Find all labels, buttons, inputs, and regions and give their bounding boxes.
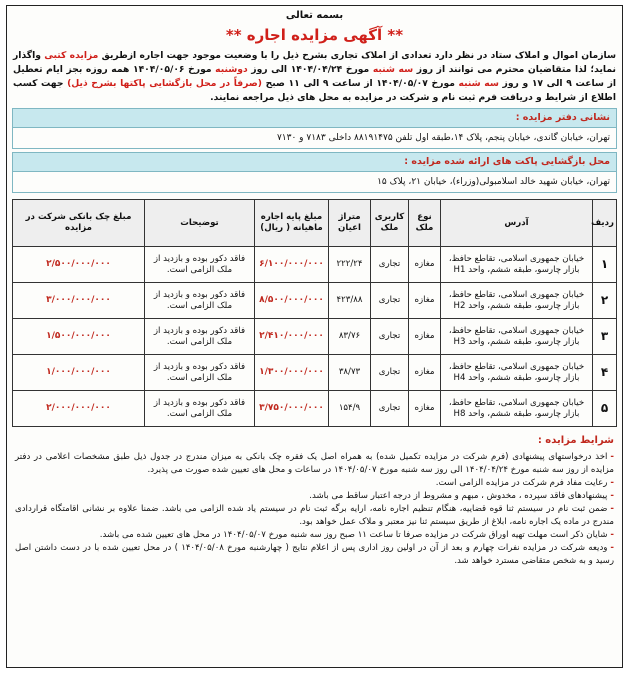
row-deposit: ۲/۰۰۰/۰۰۰/۰۰۰ bbox=[13, 391, 145, 427]
row-description: فاقد دکور بوده و بازدید از ملک الزامی است. bbox=[145, 391, 255, 427]
row-deposit: ۲/۵۰۰/۰۰۰/۰۰۰ bbox=[13, 247, 145, 283]
row-usage: تجاری bbox=[371, 247, 409, 283]
row-usage: تجاری bbox=[371, 283, 409, 319]
header-usage: کاربری ملک bbox=[371, 200, 409, 247]
table-row bbox=[13, 355, 617, 391]
header-row-number: ردیف bbox=[593, 200, 617, 247]
row-type: مغازه bbox=[409, 247, 441, 283]
row-description: فاقد دکور بوده و بازدید از ملک الزامی است. bbox=[145, 283, 255, 319]
intro-text: مورخ ۱۴۰۴/۰۵/۰۷ از ساعت ۹ الی ۱۱ صبح bbox=[265, 78, 455, 89]
condition-text: رعایت مفاد فرم شرکت در مزایده الزامی است. bbox=[435, 478, 608, 488]
condition-text: ضمن ثبت نام در سیستم ثنا قوه قضاییه، هنگام تنظیم اجاره نامه، ارایه برگه ثبت نام در سیستم یاد شده الزامی می باشد. ضمنا علاوه بر نشانی اقامتگاه قراردادی مندرج در ماده یک اجاره نامه، ابلاغ از طریق سیستم ثنا نیز معتبر و ملاک عمل خواهد بود. bbox=[15, 504, 614, 527]
row-area: ۲۲۲/۲۴ bbox=[329, 247, 371, 283]
table-row bbox=[13, 319, 617, 355]
bismillah: بسمه تعالی bbox=[285, 10, 344, 21]
intro-highlight: سه شنبه bbox=[458, 78, 499, 89]
intro-text: سازمان اموال و املاک ستاد در نظر دارد تعدادی از املاک تجاری بشرح ذیل را با وضعیت موجود جهت اجاره ازطریق bbox=[101, 50, 617, 61]
row-base-price: ۸/۵۰۰/۰۰۰/۰۰۰ bbox=[255, 283, 329, 319]
intro-text: واگذار نماید؛ لذا متقاضیان محترم می توانند از روز bbox=[13, 50, 616, 75]
intro-highlight: مزایده کتبی bbox=[44, 50, 99, 61]
office-address: تهران، خیابان گاندی، خیابان پنجم، پلاک ۱۴،طبقه اول تلفن ۸۸۱۹۱۴۷۵ داخلی ۷۱۸۳ و ۷۱۳۰ bbox=[12, 128, 617, 149]
row-address: خیابان جمهوری اسلامی، تقاطع حافظ، بازار چارسو، طبقه ششم، واحد H8 bbox=[441, 391, 593, 427]
row-area: ۴۲۳/۸۸ bbox=[329, 283, 371, 319]
opening-heading: محل بازگشایی پاکت های ارائه شده مزایده : bbox=[12, 152, 617, 172]
row-description: فاقد دکور بوده و بازدید از ملک الزامی است. bbox=[145, 247, 255, 283]
row-address: خیابان جمهوری اسلامی، تقاطع حافظ، بازار چارسو، طبقه ششم، واحد H4 bbox=[441, 355, 593, 391]
page-title: ** آگهی مزایده اجاره ** bbox=[225, 26, 404, 44]
row-number: ۱ bbox=[593, 247, 617, 283]
row-usage: تجاری bbox=[371, 355, 409, 391]
intro-text: جهت کسب اطلاع از شرایط و دریافت فرم ثبت نام و شرکت در مزایده به محل های ذیل مراجعه نمایند. bbox=[13, 78, 616, 103]
row-base-price: ۳/۷۵۰/۰۰۰/۰۰۰ bbox=[255, 391, 329, 427]
row-deposit: ۳/۰۰۰/۰۰۰/۰۰۰ bbox=[13, 283, 145, 319]
header-description: توضیحات bbox=[145, 200, 255, 247]
header-area: متراژ اعیان bbox=[329, 200, 371, 247]
row-deposit: ۱/۵۰۰/۰۰۰/۰۰۰ bbox=[13, 319, 145, 355]
row-base-price: ۱/۳۰۰/۰۰۰/۰۰۰ bbox=[255, 355, 329, 391]
table-row bbox=[13, 391, 617, 427]
intro-text: مورخ ۱۴۰۴/۰۵/۰۶ همه روزه بجز ایام تعطیل از ساعت ۹ الی ۱۷ و روز bbox=[13, 64, 617, 89]
header-base-price: مبلغ پایه اجاره ماهیانه ( ریال) bbox=[255, 200, 329, 247]
condition-text: شایان ذکر است مهلت تهیه اوراق شرکت در مزایده صرفا تا ساعت ۱۱ صبح روز سه شنبه مورخ ۱۴۰۴/۰۵/۰۷ در محل های تعیین شده می باشد. bbox=[99, 530, 608, 540]
header-deposit: مبلغ چک بانکی شرکت در مزایده bbox=[13, 200, 145, 247]
intro-highlight: سه شنبه bbox=[372, 64, 414, 75]
condition-text: پیشنهادهای فاقد سپرده ، مخدوش ، مبهم و مشروط از درجه اعتبار ساقط می باشد. bbox=[309, 491, 608, 501]
header-type: نوع ملک bbox=[409, 200, 441, 247]
row-number: ۵ bbox=[593, 391, 617, 427]
list-item: -ودیعه شرکت در مزایده نفرات چهارم و بعد از آن در اولین روز اداری پس از اعلام نتایج ( چهارشنبه مورخ ۱۴۰۴/۰۵/۰۸ ) در محل تعیین شده با در دست داشتن اصل رسید و به شخص متقاضی مسترد خواهد شد. bbox=[15, 543, 614, 566]
row-description: فاقد دکور بوده و بازدید از ملک الزامی است. bbox=[145, 319, 255, 355]
table-row bbox=[13, 247, 617, 283]
row-number: ۲ bbox=[593, 283, 617, 319]
row-address: خیابان جمهوری اسلامی، تقاطع حافظ، بازار چارسو، طبقه ششم، واحد H2 bbox=[441, 283, 593, 319]
office-heading: نشانی دفتر مزایده : bbox=[12, 108, 617, 128]
row-usage: تجاری bbox=[371, 319, 409, 355]
properties-table bbox=[12, 199, 617, 427]
header-address: آدرس bbox=[441, 200, 593, 247]
row-base-price: ۶/۱۰۰/۰۰۰/۰۰۰ bbox=[255, 247, 329, 283]
row-usage: تجاری bbox=[371, 391, 409, 427]
list-item: -پیشنهادهای فاقد سپرده ، مخدوش ، مبهم و مشروط از درجه اعتبار ساقط می باشد. bbox=[309, 491, 614, 501]
row-area: ۳۸/۷۳ bbox=[329, 355, 371, 391]
condition-text: اخذ درخواستهای پیشنهادی (فرم شرکت در مزایده تکمیل شده) به همراه اصل یک فقره چک بانکی به میزان مندرج در جدول ذیل طبق مشخصات اعلامی در دفتر مزایده از روز سه شنبه مورخ ۱۴۰۴/۰۴/۲۴ الی روز سه شنبه مورخ ۱۴۰۴/۰۵/۰۷ در ساعات و محل های تعیین شده صورت می پذیرد. bbox=[15, 452, 614, 475]
list-item: -اخذ درخواستهای پیشنهادی (فرم شرکت در مزایده تکمیل شده) به همراه اصل یک فقره چک بانکی به میزان مندرج در جدول ذیل طبق مشخصات اعلامی در دفتر مزایده از روز سه شنبه مورخ ۱۴۰۴/۰۴/۲۴ الی روز سه شنبه مورخ ۱۴۰۴/۰۵/۰۷ در ساعات و محل های تعیین شده صورت می پذیرد. bbox=[15, 452, 614, 475]
list-item: -شایان ذکر است مهلت تهیه اوراق شرکت در مزایده صرفا تا ساعت ۱۱ صبح روز سه شنبه مورخ ۱۴۰۴/۰۵/۰۷ در محل های تعیین شده می باشد. bbox=[99, 530, 614, 540]
row-type: مغازه bbox=[409, 355, 441, 391]
conditions-list bbox=[7, 451, 622, 568]
row-area: ۸۳/۷۶ bbox=[329, 319, 371, 355]
row-address: خیابان جمهوری اسلامی، تقاطع حافظ، بازار چارسو، طبقه ششم، واحد H3 bbox=[441, 319, 593, 355]
row-base-price: ۲/۴۱۰/۰۰۰/۰۰۰ bbox=[255, 319, 329, 355]
intro-highlight: (صرفاً در محل بازگشایی پاکتها بشرح ذیل) bbox=[67, 78, 262, 89]
intro-highlight: دوشنبه bbox=[215, 64, 248, 75]
opening-address: تهران، خیابان شهید خالد اسلامبولی(وزراء)، خیابان ۲۱، پلاک ۱۵ bbox=[12, 172, 617, 193]
list-item: -ضمن ثبت نام در سیستم ثنا قوه قضاییه، هنگام تنظیم اجاره نامه، ارایه برگه ثبت نام در سیستم یاد شده الزامی می باشد. ضمنا علاوه بر نشانی اقامتگاه قراردادی مندرج در ماده یک اجاره نامه، ابلاغ از طریق سیستم ثنا نیز معتبر و ملاک عمل خواهد بود. bbox=[15, 504, 614, 527]
table-row bbox=[13, 283, 617, 319]
conditions-heading: شرایط مزایده : bbox=[537, 435, 614, 446]
advertisement-page bbox=[6, 5, 623, 668]
condition-text: ودیعه شرکت در مزایده نفرات چهارم و بعد از آن در اولین روز اداری پس از اعلام نتایج ( چهارشنبه مورخ ۱۴۰۴/۰۵/۰۸ ) در محل تعیین شده با در دست داشتن اصل رسید و به شخص متقاضی مسترد خواهد شد. bbox=[15, 543, 614, 566]
row-address: خیابان جمهوری اسلامی، تقاطع حافظ، بازار چارسو، طبقه ششم، واحد H1 bbox=[441, 247, 593, 283]
row-number: ۳ bbox=[593, 319, 617, 355]
list-item: -رعایت مفاد فرم شرکت در مزایده الزامی است. bbox=[435, 478, 614, 488]
intro-paragraph bbox=[7, 49, 622, 105]
row-type: مغازه bbox=[409, 283, 441, 319]
row-deposit: ۱/۰۰۰/۰۰۰/۰۰۰ bbox=[13, 355, 145, 391]
row-type: مغازه bbox=[409, 319, 441, 355]
row-type: مغازه bbox=[409, 391, 441, 427]
row-number: ۴ bbox=[593, 355, 617, 391]
row-area: ۱۵۴/۹ bbox=[329, 391, 371, 427]
row-description: فاقد دکور بوده و بازدید از ملک الزامی است. bbox=[145, 355, 255, 391]
table-header-row bbox=[13, 200, 617, 247]
intro-text: مورخ ۱۴۰۴/۰۴/۲۴ الی روز bbox=[251, 64, 370, 75]
